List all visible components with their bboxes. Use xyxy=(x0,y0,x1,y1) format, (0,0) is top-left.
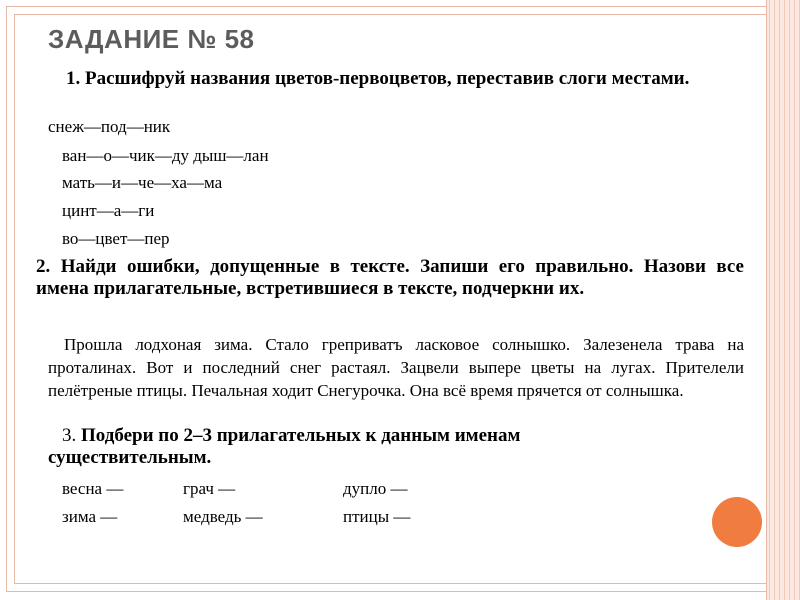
task1-item: во—цвет—пер xyxy=(62,229,170,248)
task1-item: ван—о—чик—ду дыш—лан xyxy=(62,146,269,165)
task3-word: дупло — xyxy=(343,479,408,498)
decorative-side-band xyxy=(766,0,800,600)
decorative-orange-circle xyxy=(712,497,762,547)
task3-word: зима — xyxy=(62,507,118,526)
task3-word: весна — xyxy=(62,479,124,498)
task3-heading-text: Подбери по 2–3 прилагательных к данным именам существительным. xyxy=(48,425,521,468)
task2-heading: 2. Найди ошибки, допущенные в тексте. Запиши его правильно. Назови все имена прилагательные, встретившиеся в тексте, подчеркни их. xyxy=(36,256,744,299)
task3-number: 3. xyxy=(62,425,77,446)
task3-heading xyxy=(48,425,688,469)
task1-item: мать—и—че—ха—ма xyxy=(62,173,223,192)
task3-word: грач — xyxy=(183,479,236,498)
task1-heading: 1. Расшифруй названия цветов-первоцветов, переставив слоги местами. xyxy=(66,68,690,89)
task1-item: снеж—под—ник xyxy=(48,117,171,136)
task3-word: птицы — xyxy=(343,507,411,526)
task3-word: медведь — xyxy=(183,507,263,526)
task1-item: цинт—а—ги xyxy=(62,201,155,220)
task2-text: Прошла лодхоная зима. Стало греприватъ ласковое солнышко. Залезенела трава на проталинах. Вот и последний снег растаял. Зацвели выпере цветы на лугах. Прителели пелётреные птицы. Печальная ходит Снегурочка. Она всё время прячется от солнышка. xyxy=(48,335,744,400)
page-title: ЗАДАНИЕ № 58 xyxy=(48,24,255,54)
